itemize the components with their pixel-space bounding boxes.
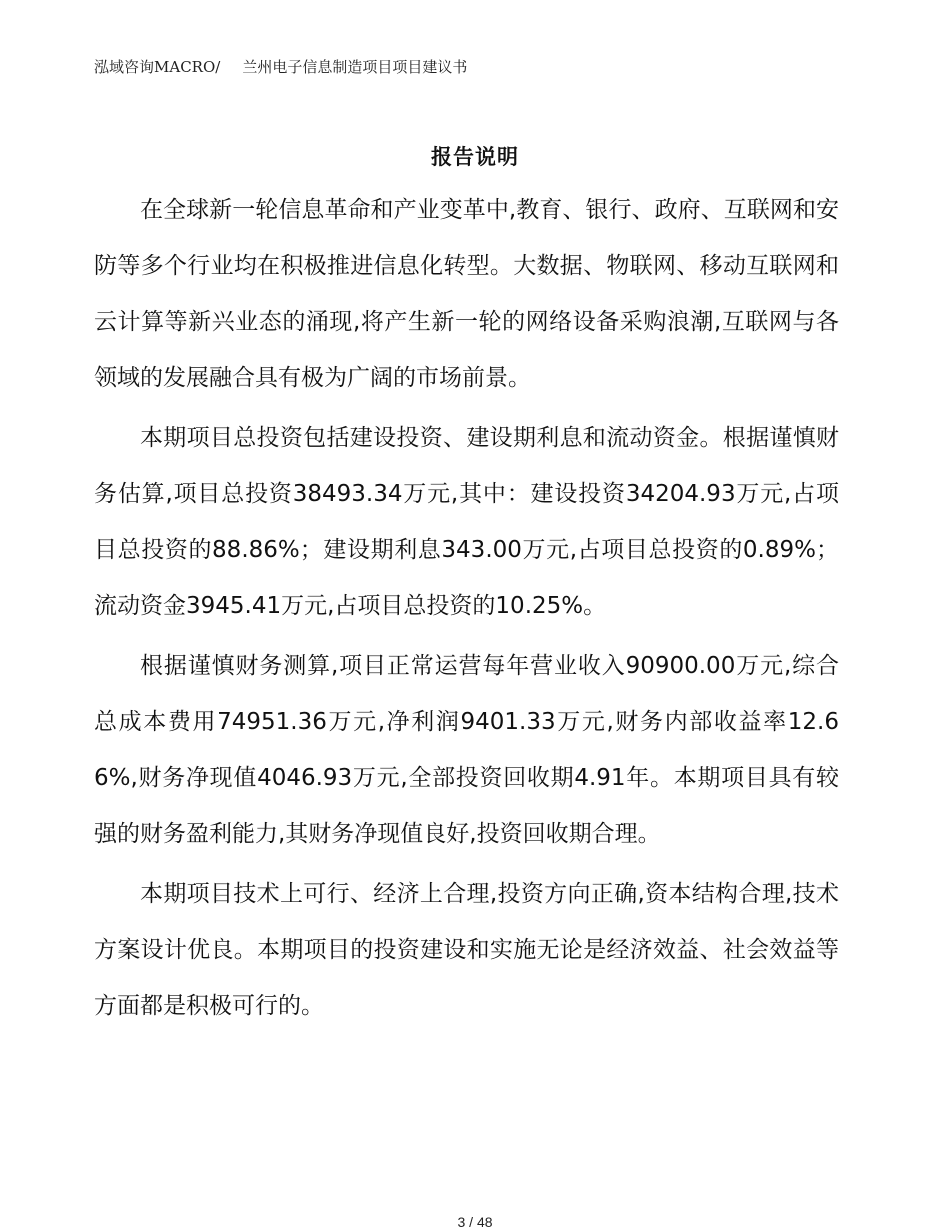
section-title: 报告说明 — [431, 145, 519, 169]
paragraph-financial: 根据谨慎财务测算,项目正常运营每年营业收入90900.00万元,综合总成本费用74951.36万元,净利润9401.33万元,财务内部收益率12.66%,财务净现值4046.93万元,全部投资回收期4.91年。本期项目具有较强的财务盈利能力,其财务净现值良好,投资回收期合理。 — [94, 653, 839, 847]
page-header — [94, 56, 467, 78]
paragraph-investment: 本期项目总投资包括建设投资、建设期利息和流动资金。根据谨慎财务估算,项目总投资38493.34万元,其中：建设投资34204.93万元,占项目总投资的88.86%；建设期利息343.00万元,占项目总投资的0.89%；流动资金3945.41万元,占项目总投资的10.25%。 — [94, 425, 839, 619]
paragraph-conclusion: 本期项目技术上可行、经济上合理,投资方向正确,资本结构合理,技术方案设计优良。本期项目的投资建设和实施无论是经济效益、社会效益等方面都是积极可行的。 — [94, 881, 839, 1019]
header-doc-title: 兰州电子信息制造项目项目建议书 — [242, 58, 468, 76]
paragraph-market-outlook: 在全球新一轮信息革命和产业变革中,教育、银行、政府、互联网和安防等多个行业均在积极推进信息化转型。大数据、物联网、移动互联网和云计算等新兴业态的涌现,将产生新一轮的网络设备采购浪潮,互联网与各领域的发展融合具有极为广阔的市场前景。 — [94, 197, 839, 391]
page-indicator: 3 / 48 — [457, 1214, 493, 1230]
header-org: 泓域咨询MACRO/ — [94, 58, 221, 76]
report-body — [94, 182, 839, 1038]
